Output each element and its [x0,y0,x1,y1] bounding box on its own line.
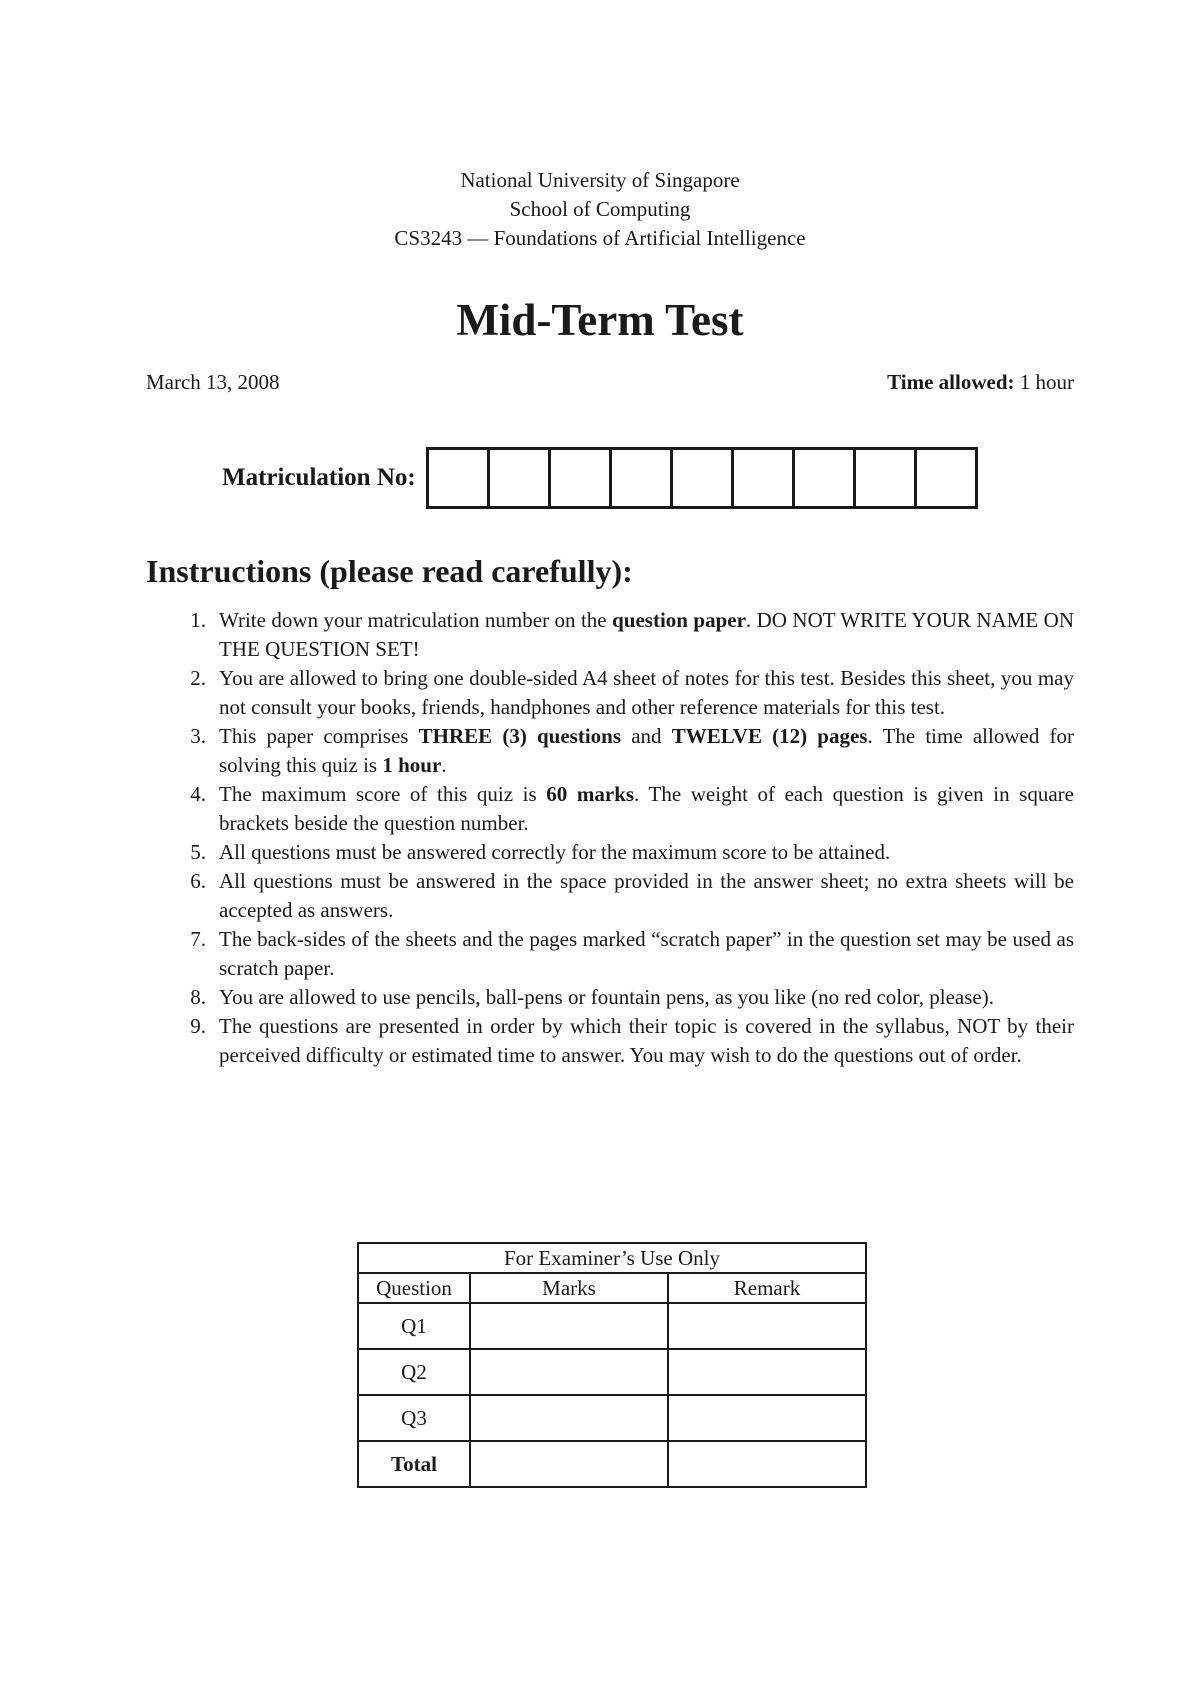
instruction-number: 7. [190,927,206,951]
instruction-number: 4. [190,782,206,806]
matriculation-digit-box [487,450,548,506]
instruction-number: 8. [190,985,206,1009]
instructions-list [146,606,1074,1070]
table-row-total [358,1441,866,1487]
table-row [358,1303,866,1349]
instruction-text: Write down your matriculation number on the [219,608,613,632]
test-date: March 13, 2008 [146,370,280,394]
matriculation-digit-box [609,450,670,506]
instruction-text: You are allowed to bring one double-sided A4 sheet of notes for this test. Besides this sheet, you may not consult your books, friends, handphones and other reference materials for this test. [219,666,1074,719]
instruction-item [146,983,1074,1012]
instruction-text: . The weight of each question is given in square brackets beside the question number. [219,782,1074,835]
question-cell: Q1 [358,1303,470,1349]
question-cell: Q3 [358,1395,470,1441]
remark-cell [668,1441,866,1487]
instruction-item [146,925,1074,983]
remark-cell [668,1303,866,1349]
instruction-text: . The time allowed for solving this quiz is [219,724,1074,777]
question-cell: Q2 [358,1349,470,1395]
marks-cell [470,1395,668,1441]
matriculation-digit-box [548,450,609,506]
instruction-emphasis: THREE (3) questions [418,724,622,748]
page-title: Mid-Term Test [456,295,744,345]
instruction-text: You are allowed to use pencils, ball-pens or fountain pens, as you like (no red color, please). [219,985,994,1009]
instruction-item [146,867,1074,925]
matriculation-digit-box [914,450,975,506]
table-row [358,1395,866,1441]
instruction-item [146,838,1074,867]
matriculation-section [222,447,978,509]
instruction-number: 2. [190,666,206,690]
instruction-number: 6. [190,869,206,893]
marks-cell [470,1349,668,1395]
instruction-text: . DO NOT WRITE YOUR NAME ON THE QUESTION SET! [219,608,1075,661]
school-name: School of Computing [509,197,691,221]
matriculation-digit-box [670,450,731,506]
instruction-item [146,1012,1074,1070]
course-header [0,166,1200,253]
total-label: Total [358,1441,470,1487]
examiner-table-caption: For Examiner’s Use Only [358,1243,866,1273]
matriculation-digit-box [429,450,487,506]
instruction-item [146,722,1074,780]
matriculation-digit-box [792,450,853,506]
instruction-item [146,664,1074,722]
instruction-text: All questions must be answered in the space provided in the answer sheet; no extra sheets will be accepted as answers. [219,869,1074,922]
instructions-heading: Instructions (please read carefully): [146,553,633,589]
matriculation-digit-box [731,450,792,506]
time-allowed-value: 1 hour [1019,370,1074,394]
instruction-emphasis: question paper [612,608,746,632]
time-allowed [887,370,1074,395]
instruction-number: 3. [190,724,206,748]
remark-cell [668,1349,866,1395]
examiner-table [357,1242,867,1488]
university-name: National University of Singapore [460,168,740,192]
matriculation-boxes [426,447,978,509]
instruction-item [146,780,1074,838]
instruction-text: All questions must be answered correctly for the maximum score to be attained. [219,840,891,864]
instruction-text: The questions are presented in order by which their topic is covered in the syllabus, NOT by their perceived difficulty or estimated time to answer. You may wish to do the questions out of order. [219,1014,1074,1067]
instruction-emphasis: TWELVE (12) pages [671,724,868,748]
matriculation-digit-box [853,450,914,506]
instruction-text: . [441,753,447,777]
instruction-emphasis: 60 marks [546,782,635,806]
time-allowed-label: Time allowed: [887,370,1015,394]
instruction-text: The back-sides of the sheets and the pages marked “scratch paper” in the question set may be used as scratch paper. [219,927,1074,980]
remark-cell [668,1395,866,1441]
column-header-question: Question [358,1273,470,1303]
matriculation-label: Matriculation No: [222,464,416,491]
instruction-text: The maximum score of this quiz is [219,782,547,806]
table-row [358,1349,866,1395]
instruction-emphasis: 1 hour [382,753,442,777]
instruction-number: 9. [190,1014,206,1038]
marks-cell [470,1303,668,1349]
instruction-item [146,606,1074,664]
column-header-marks: Marks [470,1273,668,1303]
instruction-text: This paper comprises [219,724,419,748]
marks-cell [470,1441,668,1487]
instruction-number: 1. [190,608,206,632]
course-name: CS3243 — Foundations of Artificial Intelligence [394,226,806,250]
column-header-remark: Remark [668,1273,866,1303]
instruction-number: 5. [190,840,206,864]
instruction-text: and [621,724,672,748]
